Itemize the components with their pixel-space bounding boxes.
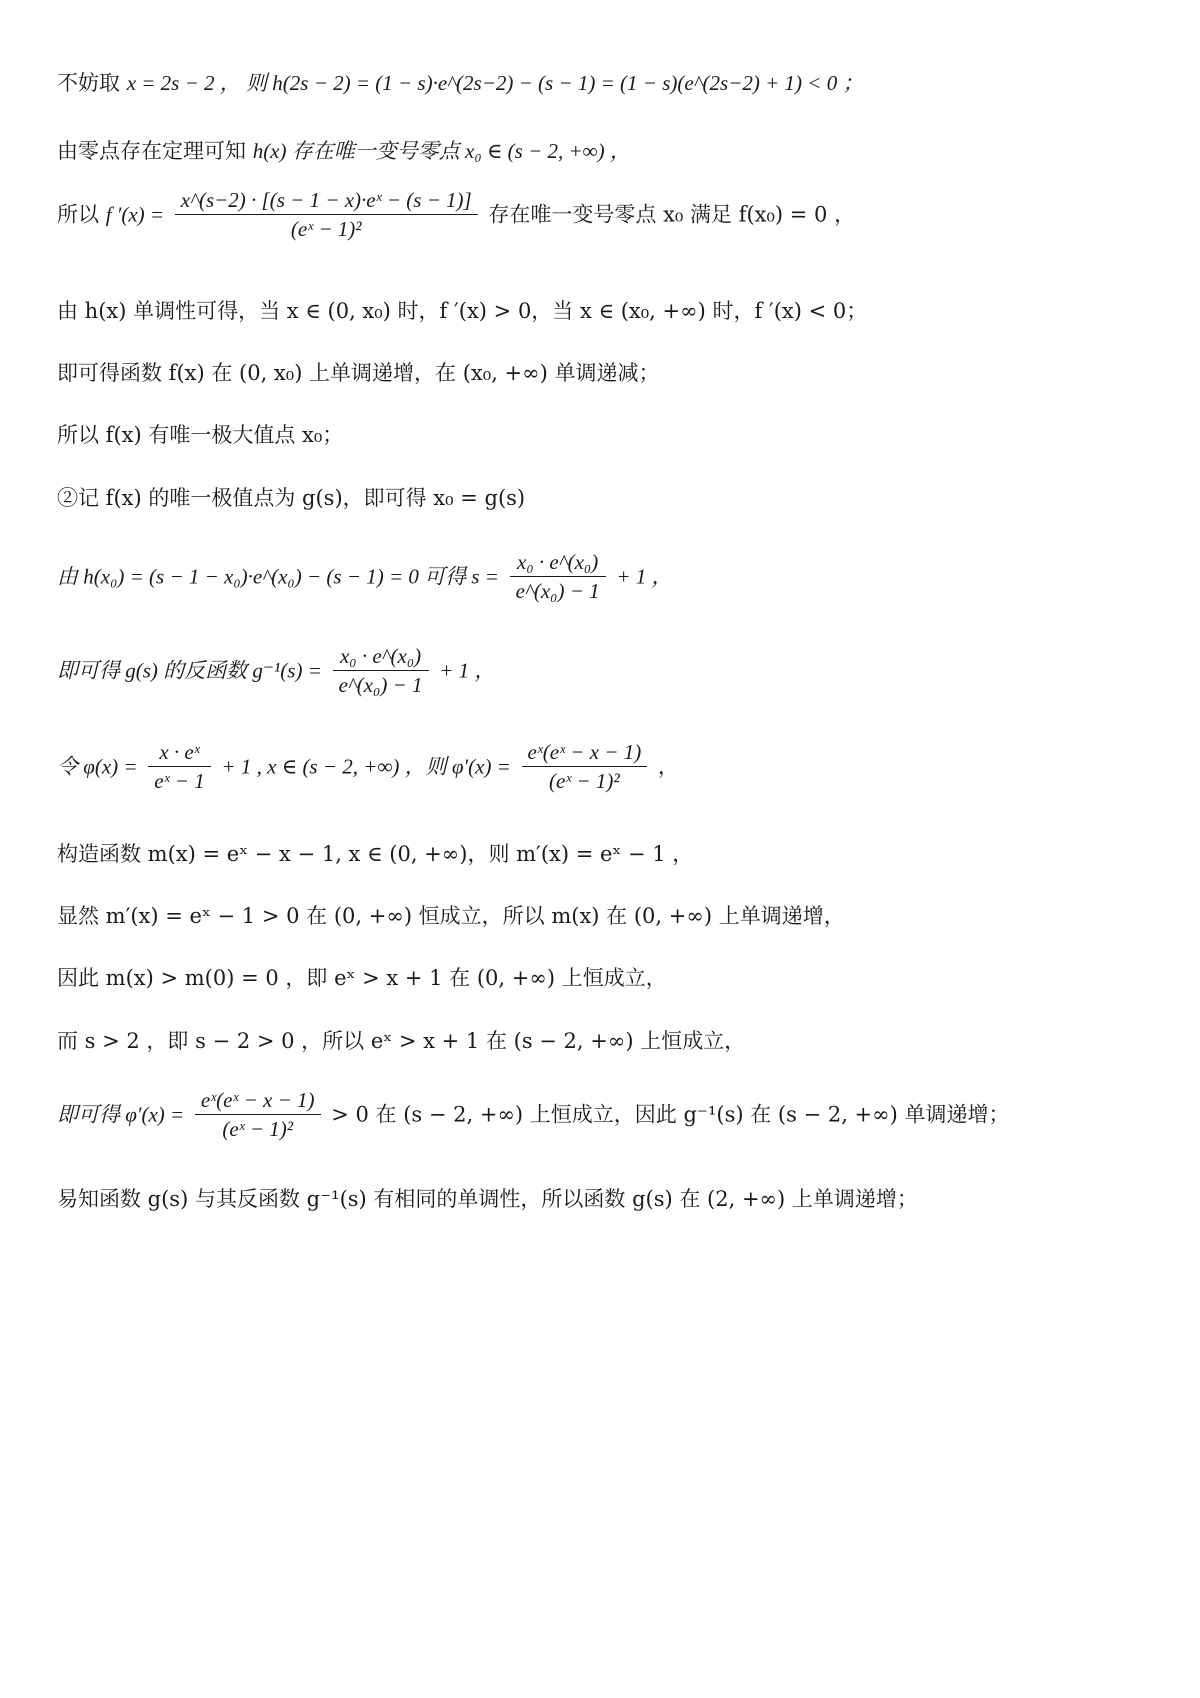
line-10-numerator-1: x · eˣ	[148, 742, 210, 767]
line-4	[57, 300, 867, 322]
line-8-denominator: e^(x₀) − 1	[515, 579, 600, 603]
line-3-prefix: 所以	[57, 202, 99, 227]
line-1-math: x = 2s − 2 ， 则 h(2s − 2) = (1 − s)·e^(2s−2) − (s − 1) = (1 − s)(e^(2s−2) + 1) < 0 ；	[126, 71, 864, 95]
line-2-prefix: 由零点存在定理可知	[57, 139, 246, 163]
line-3-numerator: x^(s−2) · [(s − 1 − x)·eˣ − (s − 1)]	[175, 190, 478, 215]
line-9	[57, 646, 495, 696]
line-3-suffix: 存在唯一变号零点 x₀ 满足 f(x₀) = 0 ，	[488, 202, 856, 227]
line-9-denominator: e^(x₀) − 1	[338, 673, 423, 697]
line-15-numerator: eˣ(eˣ − x − 1)	[195, 1090, 321, 1115]
line-10-numerator-2: eˣ(eˣ − x − 1)	[522, 742, 648, 767]
line-15-fraction	[195, 1090, 321, 1140]
line-11	[57, 843, 693, 865]
line-16	[57, 1188, 918, 1210]
line-8-fraction	[510, 552, 606, 602]
line-1-prefix: 不妨取	[57, 71, 120, 95]
line-2-math: h(x) 存在唯一变号零点 x₀ ∈ (s − 2, +∞) ，	[252, 139, 631, 163]
line-13-text: 因此 m(x) > m(0) = 0 ，即 eˣ > x + 1 在 (0, +∞) 上恒成立，	[57, 966, 667, 990]
line-9-numerator: x₀ · e^(x₀)	[333, 646, 429, 671]
line-10-suffix: ，	[657, 754, 679, 779]
line-3-lhs: f ′(x) =	[105, 202, 165, 227]
line-5	[57, 362, 660, 384]
line-12-text: 显然 m′(x) = eˣ − 1 > 0 在 (0, +∞) 恒成立，所以 m(x) 在 (0, +∞) 上单调递增，	[57, 904, 845, 928]
line-8	[57, 552, 672, 602]
line-8-prefix: 由 h(x₀) = (s − 1 − x₀)·e^(x₀) − (s − 1) = 0 可得 s =	[57, 564, 499, 589]
line-9-suffix: + 1 ，	[439, 658, 496, 683]
line-9-prefix: 即可得 g(s) 的反函数 g⁻¹(s) =	[57, 658, 322, 683]
line-4-text: 由 h(x) 单调性可得，当 x ∈ (0, x₀) 时，f ′(x) > 0，当 x ∈ (x₀, +∞) 时，f ′(x) < 0；	[57, 299, 868, 323]
line-8-suffix: + 1 ，	[616, 564, 673, 589]
line-10-denominator-2: (eˣ − 1)²	[549, 769, 620, 793]
line-10-prefix: 令 φ(x) =	[57, 754, 138, 779]
line-16-text: 易知函数 g(s) 与其反函数 g⁻¹(s) 有相同的单调性，所以函数 g(s) 在 (2, +∞) 上单调递增；	[57, 1187, 918, 1211]
line-6	[57, 424, 343, 446]
line-1	[57, 72, 863, 94]
line-9-fraction	[333, 646, 429, 696]
line-7-text: ②记 f(x) 的唯一极值点为 g(s)，即可得 x₀ = g(s)	[57, 486, 526, 510]
line-6-text: 所以 f(x) 有唯一极大值点 x₀；	[57, 423, 344, 447]
line-3-denominator: (eˣ − 1)²	[290, 217, 362, 241]
line-2	[57, 140, 631, 162]
line-11-text: 构造函数 m(x) = eˣ − x − 1, x ∈ (0, +∞)，则 m′(x) = eˣ − 1 ，	[57, 842, 694, 866]
line-10-denominator-1: eˣ − 1	[154, 769, 205, 793]
line-10-fraction-1	[148, 742, 210, 792]
line-10-fraction-2	[522, 742, 648, 792]
line-5-text: 即可得函数 f(x) 在 (0, x₀) 上单调递增，在 (x₀, +∞) 单调递减；	[57, 361, 660, 385]
line-13	[57, 967, 667, 989]
line-14-text: 而 s > 2 ，即 s − 2 > 0 ，所以 eˣ > x + 1 在 (s − 2, +∞) 上恒成立，	[57, 1029, 746, 1053]
line-12	[57, 905, 845, 927]
line-15	[57, 1090, 1010, 1140]
line-15-prefix: 即可得 φ′(x) =	[57, 1102, 185, 1127]
line-7	[57, 487, 525, 509]
line-15-denominator: (eˣ − 1)²	[222, 1117, 294, 1141]
line-8-numerator: x₀ · e^(x₀)	[510, 552, 606, 577]
line-15-suffix: > 0 在 (s − 2, +∞) 上恒成立，因此 g⁻¹(s) 在 (s − 2, +∞) 单调递增；	[331, 1102, 1010, 1127]
line-3	[57, 190, 855, 240]
line-14	[57, 1030, 745, 1052]
line-3-fraction	[175, 190, 478, 240]
line-10	[57, 742, 679, 792]
line-10-middle: + 1 , x ∈ (s − 2, +∞) ，则 φ′(x) =	[221, 754, 511, 779]
